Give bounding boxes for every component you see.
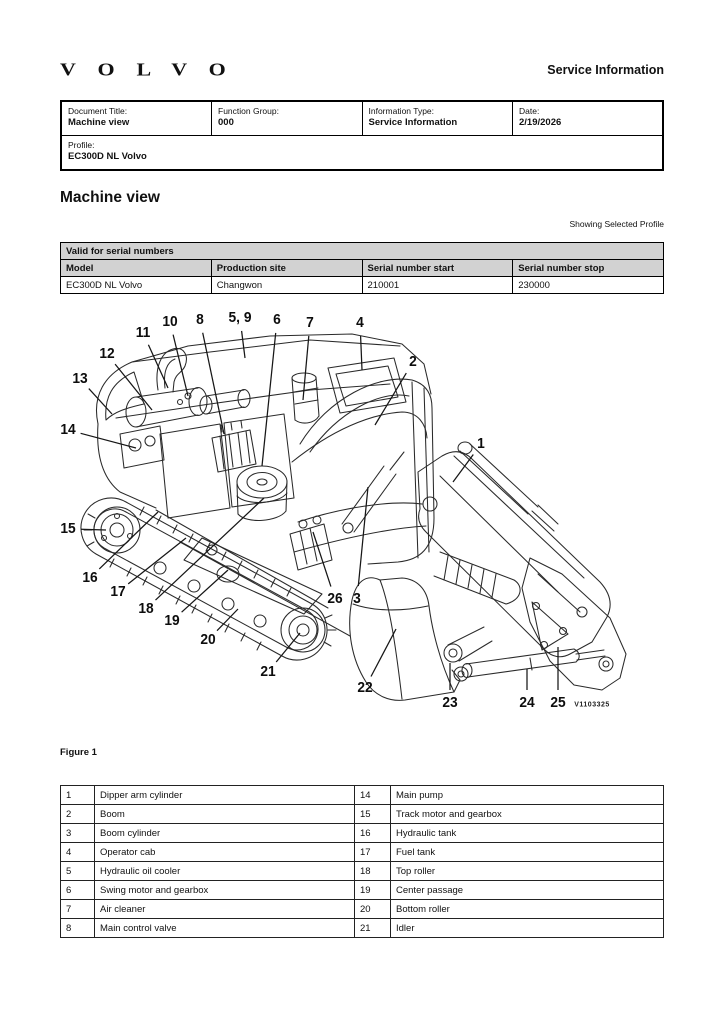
part-name: Boom cylinder [95, 824, 355, 843]
field-label: Date: [519, 106, 540, 116]
parts-table-row [61, 881, 664, 900]
figure-callout-1: 1 [477, 436, 485, 452]
serial-start-value: 210001 [362, 277, 513, 294]
parts-table-row [61, 900, 664, 919]
part-name: Track motor and gearbox [391, 805, 664, 824]
figure-callout-5-9: 5, 9 [228, 310, 252, 326]
part-number: 20 [355, 900, 391, 919]
profile-row [61, 136, 663, 171]
parts-legend-table [60, 785, 664, 938]
part-number: 14 [355, 786, 391, 805]
part-name: Fuel tank [391, 843, 664, 862]
figure-callout-14: 14 [60, 422, 76, 438]
figure-callout-11: 11 [135, 325, 151, 341]
callout-leader-line [115, 364, 152, 410]
callout-leader-line [148, 345, 168, 388]
callout-leader-line [361, 336, 362, 370]
parts-table-row [61, 786, 664, 805]
parts-table-row [61, 824, 664, 843]
field-label: Information Type: [368, 106, 435, 116]
part-name: Hydraulic oil cooler [95, 862, 355, 881]
field-value: Machine view [68, 117, 130, 129]
column-header-model: Model [61, 260, 212, 277]
callout-leader-line [81, 530, 106, 531]
callout-leader-line [313, 532, 331, 587]
column-header-production-site: Production site [211, 260, 362, 277]
parts-table-row [61, 919, 664, 938]
callout-leader-line [262, 333, 276, 466]
part-name: Dipper arm cylinder [95, 786, 355, 805]
figure-callout-23: 23 [442, 695, 458, 711]
figure-callout-12: 12 [99, 346, 115, 362]
part-name: Boom [95, 805, 355, 824]
serial-table-title-row [61, 243, 664, 260]
callout-leader-line [99, 512, 158, 569]
figure-callout-16: 16 [82, 570, 98, 586]
part-name: Operator cab [95, 843, 355, 862]
part-name: Main control valve [95, 919, 355, 938]
figure-callout-6: 6 [273, 312, 281, 328]
figure-callout-2: 2 [409, 354, 417, 370]
figure-callout-13: 13 [72, 371, 88, 387]
figure-callout-21: 21 [260, 664, 276, 680]
part-number: 21 [355, 919, 391, 938]
field-value: 2/19/2026 [519, 117, 562, 129]
parts-table-row [61, 862, 664, 881]
figure-callout-19: 19 [164, 613, 180, 629]
field-label: Document Title: [68, 106, 128, 116]
serial-number-table [60, 242, 664, 294]
parts-table-row [61, 843, 664, 862]
part-name: Hydraulic tank [391, 824, 664, 843]
function-group-cell [212, 101, 363, 136]
callout-leader-line [242, 331, 245, 358]
callout-leader-line [371, 629, 396, 677]
callout-leader-lines [81, 331, 558, 690]
page-header [60, 56, 664, 84]
part-number: 7 [61, 900, 95, 919]
parts-table-row [61, 805, 664, 824]
profile-cell [61, 136, 663, 171]
page-title: Machine view [60, 189, 160, 207]
volvo-logo: VOLVO [60, 59, 248, 80]
figure-callout-15: 15 [60, 521, 76, 537]
callout-leader-line [375, 373, 406, 425]
field-value: EC300D NL Volvo [68, 151, 147, 163]
field-label: Profile: [68, 140, 95, 151]
part-number: 6 [61, 881, 95, 900]
part-name: Bottom roller [391, 900, 664, 919]
machine-view-figure [60, 312, 670, 727]
callout-leader-line [203, 333, 224, 434]
column-header-serial-stop: Serial number stop [513, 260, 664, 277]
part-number: 15 [355, 805, 391, 824]
profile-note: Showing Selected Profile [569, 219, 664, 230]
model-value: EC300D NL Volvo [61, 277, 212, 294]
document-info-row [61, 101, 663, 136]
figure-callout-7: 7 [306, 315, 314, 331]
header-title: Service Information [547, 63, 664, 77]
figure-callout-10: 10 [162, 314, 178, 330]
field-value: Service Information [368, 117, 458, 129]
serial-stop-value: 230000 [513, 277, 664, 294]
figure-callout-25: 25 [550, 695, 566, 711]
part-number: 2 [61, 805, 95, 824]
part-name: Top roller [391, 862, 664, 881]
figure-callout-26: 26 [327, 591, 343, 607]
part-name: Idler [391, 919, 664, 938]
document-info-table [60, 100, 664, 171]
callout-leader-line [81, 434, 136, 449]
information-type-cell [362, 101, 513, 136]
page-content [60, 0, 664, 938]
part-number: 19 [355, 881, 391, 900]
figure-caption: Figure 1 [60, 747, 97, 759]
field-value: 000 [218, 117, 234, 129]
part-name: Swing motor and gearbox [95, 881, 355, 900]
serial-table-title: Valid for serial numbers [61, 243, 664, 260]
figure-callout-8: 8 [196, 312, 204, 328]
field-label: Function Group: [218, 106, 279, 116]
part-number: 1 [61, 786, 95, 805]
part-number: 18 [355, 862, 391, 881]
serial-table-header-row [61, 260, 664, 277]
callout-leader-line [182, 570, 228, 612]
figure-callout-24: 24 [519, 695, 535, 711]
production-site-value: Changwon [211, 277, 362, 294]
part-number: 4 [61, 843, 95, 862]
date-cell [513, 101, 664, 136]
part-number: 17 [355, 843, 391, 862]
figure-watermark: V1103325 [574, 701, 610, 709]
part-name: Center passage [391, 881, 664, 900]
part-number: 8 [61, 919, 95, 938]
part-number: 3 [61, 824, 95, 843]
figure-callout-3: 3 [353, 591, 361, 607]
figure-callout-17: 17 [110, 584, 126, 600]
excavator-illustration [60, 312, 670, 727]
figure-callout-20: 20 [200, 632, 216, 648]
figure-callout-22: 22 [357, 680, 373, 696]
callout-leader-line [276, 633, 300, 662]
part-name: Main pump [391, 786, 664, 805]
figure-callout-18: 18 [138, 601, 154, 617]
part-name: Air cleaner [95, 900, 355, 919]
figure-callout-4: 4 [356, 315, 364, 331]
column-header-serial-start: Serial number start [362, 260, 513, 277]
part-number: 5 [61, 862, 95, 881]
part-number: 16 [355, 824, 391, 843]
callout-leader-line [358, 487, 368, 586]
document-title-cell [61, 101, 212, 136]
serial-table-data-row [61, 277, 664, 294]
callout-leader-line [89, 389, 112, 414]
